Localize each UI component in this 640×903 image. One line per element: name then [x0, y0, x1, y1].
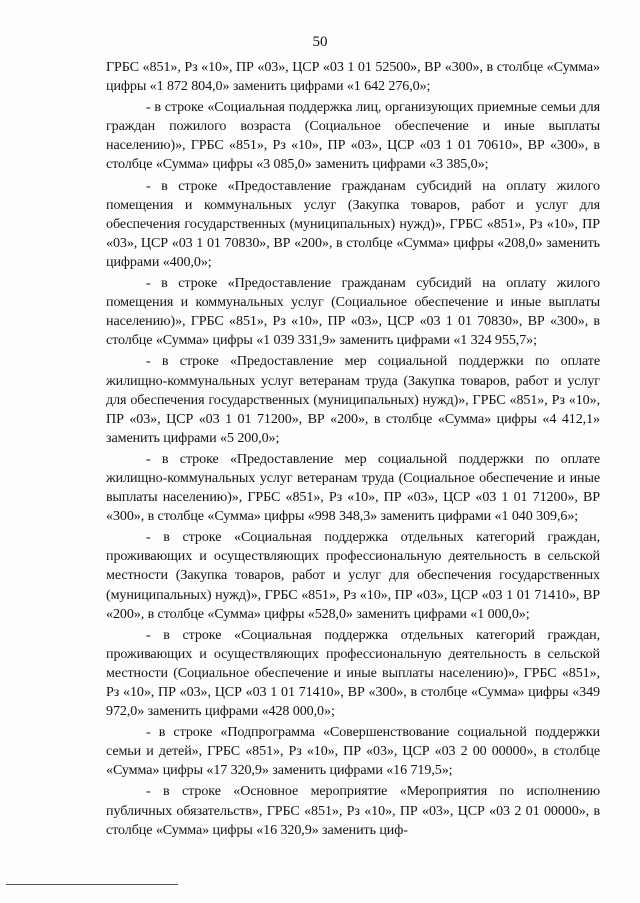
document-body — [106, 58, 600, 842]
paragraph-3: - в строке «Предоставление гражданам субсидий на оплату жилого помещения и коммунальных услуг (Закупка товаров, работ и услуг для обеспечения государственных (муниципальных) нужд)», ГРБС «851», Рз «10», ПР «03», ЦСР «03 1 01 70830», ВР «200», в столбце «Сумма» цифры «208,0» заменить цифрами «400,0»; — [106, 177, 600, 270]
paragraph-8: - в строке «Социальная поддержка отдельных категорий граждан, проживающих и осуществляющих профессиональную деятельность в сельской местности (Социальное обеспечение и иные выплаты населению)», ГРБС «851», Рз «10», ПР «03», ЦСР «03 1 01 71410», ВР «300», в столбце «Сумма» цифры «349 972,0» заменить цифрами «428 000,0»; — [106, 626, 600, 720]
paragraph-1: ГРБС «851», Рз «10», ПР «03», ЦСР «03 1 01 52500», ВР «300», в столбце «Сумма» цифры «1 872 804,0» заменить цифрами «1 642 276,0»; — [106, 59, 600, 95]
page-number: 50 — [312, 34, 328, 50]
paragraph-10: - в строке «Основное мероприятие «Мероприятия по исполнению публичных обязательств», ГРБС «851», Рз «10», ПР «03», ЦСР «03 2 01 00000», в столбце «Сумма» цифры «16 320,9» заменить циф- — [106, 783, 600, 838]
paragraph-4: - в строке «Предоставление гражданам субсидий на оплату жилого помещения и коммунальных услуг (Социальное обеспечение и иные выплаты населению)», ГРБС «851», Рз «10», ПР «03», ЦСР «03 1 01 70830», ВР «300», в столбце «Сумма» цифры «1 039 331,9» заменить цифрами «1 324 955,7»; — [106, 275, 600, 349]
paragraph-2: - в строке «Социальная поддержка лиц, организующих приемные семьи для граждан пожилого возраста (Социальное обеспечение и иные выплаты населению)», ГРБС «851», Рз «10», ПР «03», ЦСР «03 1 01 70610», ВР «300», в столбце «Сумма» цифры «3 085,0» заменить цифрами «3 385,0»; — [106, 99, 600, 173]
paragraph-5: - в строке «Предоставление мер социальной поддержки по оплате жилищно-коммунальных услуг ветеранам труда (Закупка товаров, работ и услуг для обеспечения государственных (муниципальных) нужд)», ГРБС «851», Рз «10», ПР «03», ЦСР «03 1 01 71200», ВР «200», в столбце «Сумма» цифры «4 412,1» заменить цифрами «5 200,0»; — [106, 353, 600, 446]
paragraph-7: - в строке «Социальная поддержка отдельных категорий граждан, проживающих и осуществляющих профессиональную деятельность в сельской местности (Закупка товаров, работ и услуг для обеспечения государственных (муниципальных) нужд)», ГРБС «851», Рз «10», ПР «03», ЦСР «03 1 01 71410», ВР «200», в столбце «Сумма» цифры «528,0» заменить цифрами «1 000,0»; — [106, 529, 600, 622]
paragraph-9: - в строке «Подпрограмма «Совершенствование социальной поддержки семьи и детей», ГРБС «851», Рз «10», ПР «03», ЦСР «03 2 00 00000», в столбце «Сумма» цифры «17 320,9» заменить цифрами «16 719,5»; — [106, 724, 600, 779]
paragraph-6: - в строке «Предоставление мер социальной поддержки по оплате жилищно-коммунальных услуг ветеранам труда (Социальное обеспечение и иные выплаты населению)», ГРБС «851», Рз «10», ПР «03», ЦСР «03 1 01 71200», ВР «300», в столбце «Сумма» цифры «998 348,3» заменить цифрами «1 040 309,6»; — [106, 450, 600, 525]
footer-divider — [6, 884, 178, 885]
